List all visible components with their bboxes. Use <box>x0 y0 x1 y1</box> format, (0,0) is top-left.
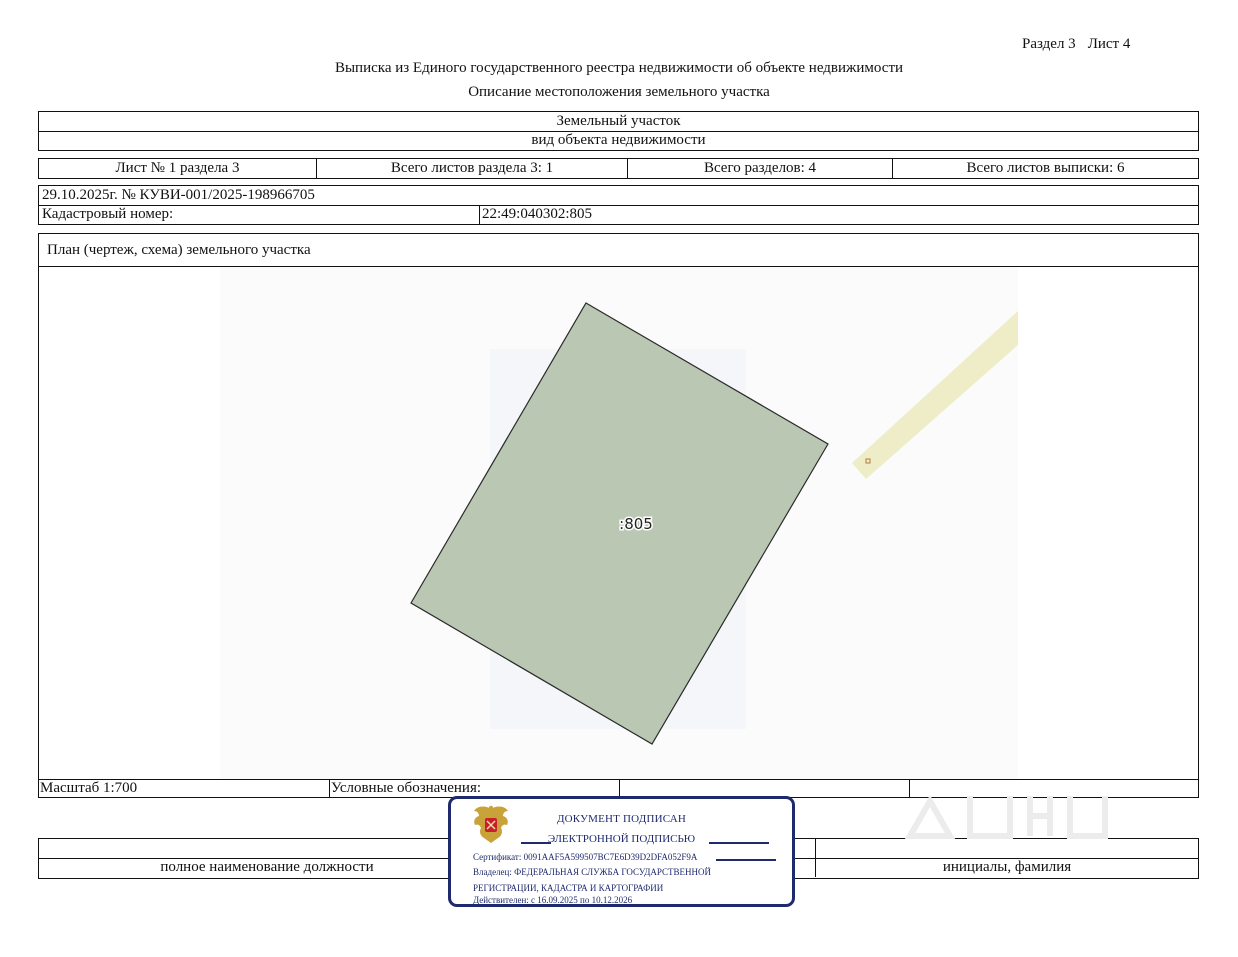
name-caption: инициалы, фамилия <box>815 859 1198 877</box>
section-number: Раздел 3 <box>1022 36 1076 52</box>
cadastral-value: 22:49:040302:805 <box>479 206 1198 224</box>
record-box <box>38 185 1199 225</box>
document-title: Выписка из Единого государственного реестра недвижимости об объекте недвижимости <box>334 60 904 76</box>
total-section-sheets: Всего листов раздела 3: 1 <box>316 159 627 178</box>
total-sections: Всего разделов: 4 <box>627 159 892 178</box>
sheet-info-row <box>38 158 1199 179</box>
stamp-certificate: Сертификат: 0091AAF5A599507BC7E6D39D2DFA052F9A <box>473 852 698 862</box>
total-extract-sheets: Всего листов выписки: 6 <box>892 159 1198 178</box>
scale-label: Масштаб 1:700 <box>40 780 138 796</box>
cadastral-label: Кадастровый номер: <box>42 206 174 222</box>
object-kind-caption: вид объекта недвижимости <box>39 131 1198 149</box>
stamp-validity: Действителен: с 16.09.2025 по 10.12.2026 <box>473 895 633 905</box>
record-date-number: 29.10.2025г. № КУВИ-001/2025-198966705 <box>42 187 315 203</box>
sheet-of-section: Лист № 1 раздела 3 <box>115 160 240 176</box>
position-caption: полное наименование должности <box>160 859 374 875</box>
object-name: Земельный участок <box>556 113 681 129</box>
plan-drawing <box>38 267 1199 780</box>
legend-cell-empty-1 <box>619 780 909 797</box>
parcel-label: :805 <box>619 515 653 533</box>
stamp-line-2: ЭЛЕКТРОННОЙ ПОДПИСЬЮ <box>547 833 696 845</box>
conventions-label: Условные обозначения: <box>329 780 619 797</box>
stamp-owner-line-1: Владелец: ФЕДЕРАЛЬНАЯ СЛУЖБА ГОСУДАРСТВЕННОЙ <box>473 867 712 877</box>
stamp-line-1: ДОКУМЕНТ ПОДПИСАН <box>556 813 687 825</box>
watermark-logo-icon <box>900 776 1120 866</box>
object-kind-box <box>38 111 1199 151</box>
plan-title: План (чертеж, схема) земельного участка <box>39 234 1198 267</box>
document-subtitle: Описание местоположения земельного участка <box>468 84 770 100</box>
section-sheet-label <box>1022 36 1130 53</box>
e-signature-stamp <box>448 796 795 907</box>
stamp-owner-line-2: РЕГИСТРАЦИИ, КАДАСТРА И КАРТОГРАФИИ <box>473 883 664 893</box>
sheet-number: Лист 4 <box>1087 36 1131 52</box>
